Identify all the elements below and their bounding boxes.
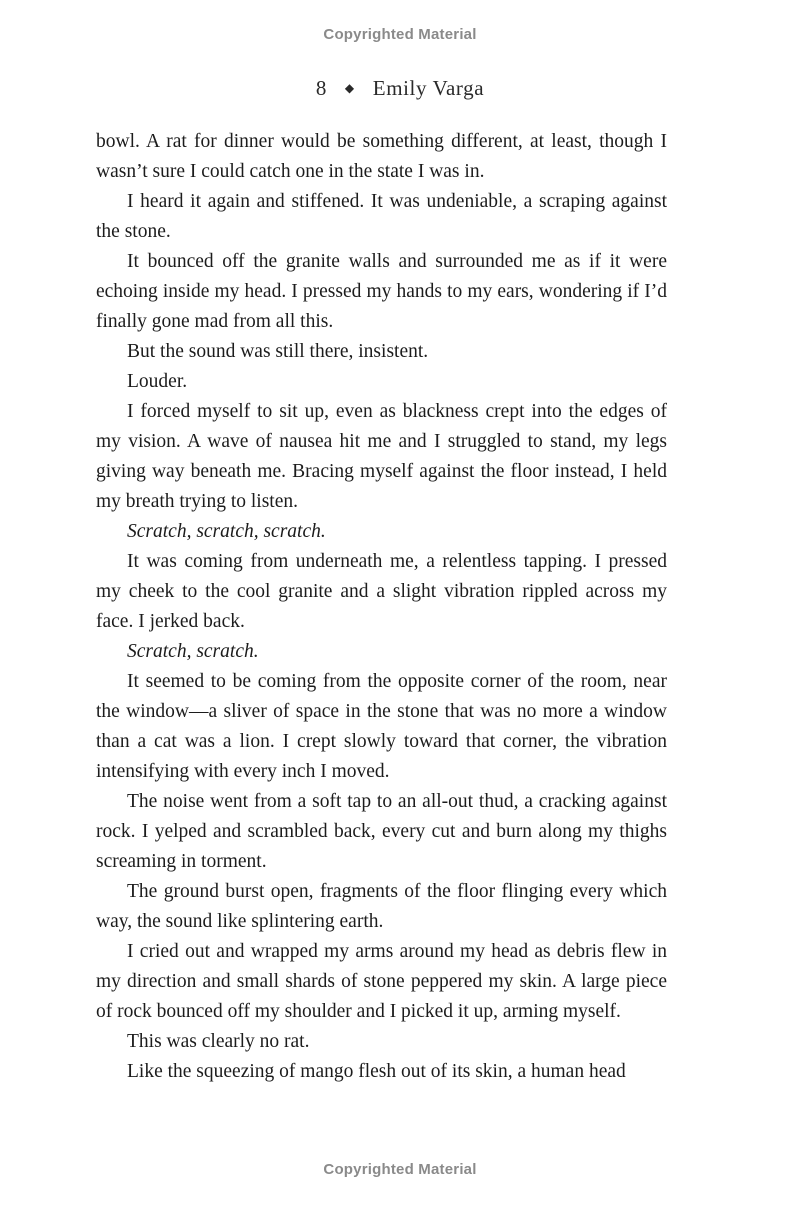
paragraph-8: It was coming from underneath me, a relentless tapping. I pressed my cheek to the cool granite and a slight vibration rippled across my face. I jerked back. [96,551,667,632]
paragraph-2: I heard it again and stiffened. It was undeniable, a scraping against the stone. [96,191,667,242]
paragraph-14: This was clearly no rat. [127,1031,310,1052]
paragraph-5: Louder. [127,371,188,392]
paragraph-9-italic: Scratch, scratch. [127,641,259,662]
paragraph-15: Like the squeezing of mango flesh out of its skin, a human head [127,1061,626,1082]
paragraph-6: I forced myself to sit up, even as blackness crept into the edges of my vision. A wave of nausea hit me and I struggled to stand, my legs giving way beneath me. Bracing myself against the floor instead, I held my breath trying to listen. [96,401,667,512]
paragraph-11: The noise went from a soft tap to an all-out thud, a cracking against rock. I yelped and scrambled back, every cut and burn along my thighs screaming in torment. [96,791,667,872]
paragraph-12: The ground burst open, fragments of the floor flinging every which way, the sound like splintering earth. [96,881,667,932]
diamond-separator-icon: ◆ [344,81,355,95]
author-name: Emily Varga [372,76,485,100]
paragraph-1: bowl. A rat for dinner would be something different, at least, though I wasn’t sure I could catch one in the state I was in. [96,131,667,182]
copyright-notice-top: Copyrighted Material [323,26,477,43]
paragraph-4: But the sound was still there, insistent. [127,341,429,362]
running-head [0,76,800,101]
paragraph-13: I cried out and wrapped my arms around my head as debris flew in my direction and small shards of stone peppered my skin. A large piece of rock bounced off my shoulder and I picked it up, arming myself. [96,941,667,1022]
page-body [96,127,667,1087]
paragraph-10: It seemed to be coming from the opposite corner of the room, near the window—a sliver of space in the stone that was no more a window than a cat was a lion. I crept slowly toward that corner, the vibration intensifying with every inch I moved. [96,671,667,782]
copyright-notice-bottom: Copyrighted Material [323,1161,477,1178]
page-number: 8 [315,76,327,100]
paragraph-7-italic: Scratch, scratch, scratch. [127,521,326,542]
paragraph-3: It bounced off the granite walls and surrounded me as if it were echoing inside my head. I pressed my hands to my ears, wondering if I’d finally gone mad from all this. [96,251,667,332]
